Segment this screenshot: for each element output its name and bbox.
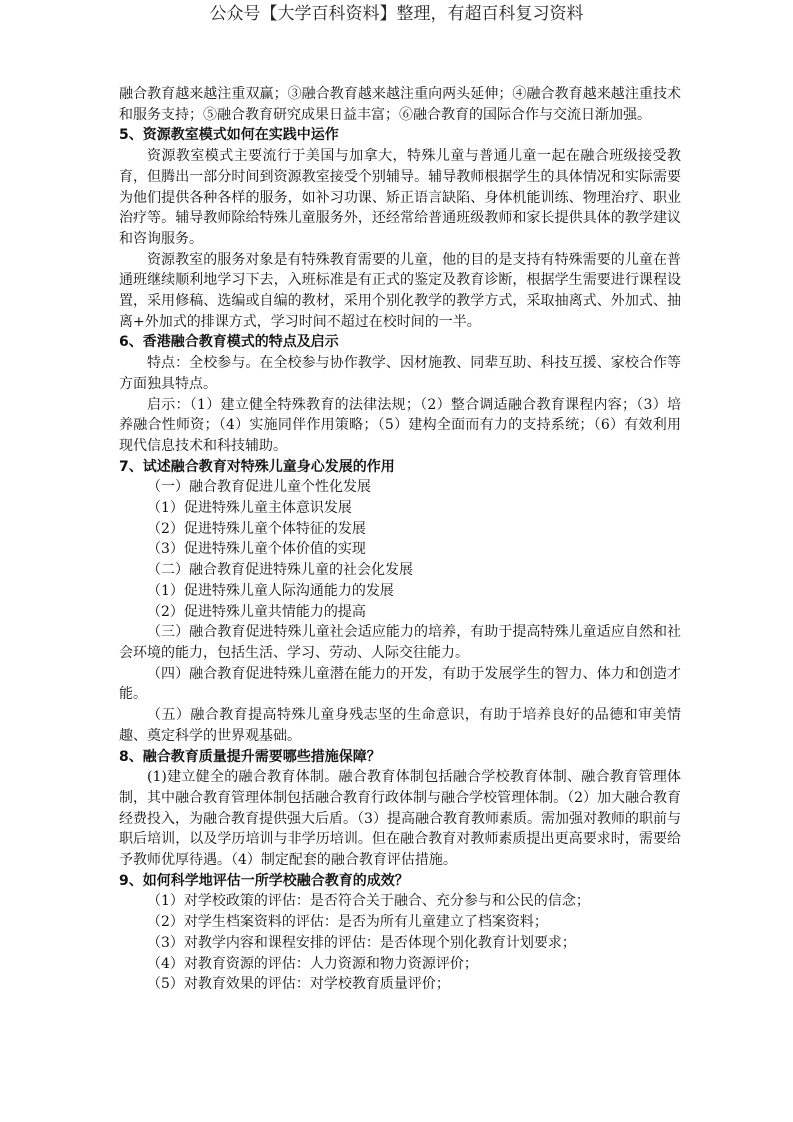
list-item: （4）对教育资源的评估：人力资源和物力资源评价；	[147, 955, 478, 972]
list-item: （1）促进特殊儿童人际沟通能力的发展	[147, 582, 394, 599]
list-item: （二）融合教育促进特殊儿童的社会化发展	[147, 562, 413, 579]
list-item: （1）对学校政策的评估：是否符合关于融合、充分参与和公民的信念；	[147, 893, 590, 910]
list-item: （一）融合教育促进儿童个性化发展	[147, 479, 371, 496]
paragraph: （五）融合教育提高特殊儿童身残志坚的生命意识，有助于培养良好的品德和审美情趣、奠定科学的世界观基础。	[119, 707, 681, 744]
paragraph: （三）融合教育促进特殊儿童社会适应能力的培养，有助于提高特殊儿童适应自然和社会环境的能力，包括生活、学习、劳动、人际交往能力。	[119, 624, 681, 661]
section-heading-5: 5、资源教室模式如何在实践中运作	[119, 127, 339, 144]
paragraph: 启示：（1）建立健全特殊教育的法律法规；（2）整合调适融合教育课程内容；（3）培养融合性师资；（4）实施同伴作用策略；（5）建构全面而有力的支持系统；（6）有效利用现代信息技术和科技辅助。	[119, 396, 681, 454]
paragraph: 资源教室的服务对象是有特殊教育需要的儿童，他的目的是支持有特殊需要的儿童在普通班继续顺利地学习下去，入班标准是有正式的鉴定及教育诊断，根据学生需要进行课程设置，采用修稿、选编或自编的教材，采用个别化教学的教学方式，采取抽离式、外加式、抽离+外加式的排课方式，学习时间不超过在校时间的一半。	[119, 251, 681, 330]
section-heading-7: 7、试述融合教育对特殊儿童身心发展的作用	[119, 458, 395, 475]
paragraph: （四）融合教育促进特殊儿童潜在能力的开发，有助于发展学生的智力、体力和创造才能。	[119, 665, 681, 703]
section-heading-8: 8、融合教育质量提升需要哪些措施保障？	[119, 748, 381, 765]
paragraph: 资源教室模式主要流行于美国与加拿大，特殊儿童与普通儿童一起在融合班级接受教育，但腾出一部分时间到资源教室接受个别辅导。辅导教师根据学生的具体情况和实际需要为他们提供各种各样的服务，如补习功课、矫正语言缺陷、身体机能训练、物理治疗、职业治疗等。辅导教师除给特殊儿童服务外，还经常给普通班级教师和家长提供具体的教学建议和咨询服务。	[119, 148, 681, 247]
section-heading-9: 9、如何科学地评估一所学校融合教育的成效？	[119, 872, 409, 889]
list-item: （2）对学生档案资料的评估：是否为所有儿童建立了档案资料；	[147, 914, 548, 931]
section-heading-6: 6、香港融合教育模式的特点及启示	[119, 334, 339, 351]
list-item: （2）促进特殊儿童个体特征的发展	[147, 520, 366, 537]
paragraph: (1)建立健全的融合教育体制。融合教育体制包括融合学校教育体制、融合教育管理体制，其中融合教育管理体制包括融合教育行政体制与融合学校管理体制。（2）加大融合教育经费投入，为融合教育提供强大后盾。（3）提高融合教育教师素质。需加强对教师的职前与职后培训，以及学历培训与非学历培训。但在融合教育对教师素质提出更高要求时，需要给予教师优厚待遇。（4）制定配套的融合教育评估措施。	[119, 769, 681, 869]
document-body	[119, 84, 681, 995]
list-item: （2）促进特殊儿童共情能力的提高	[147, 603, 366, 620]
list-item: （3）促进特殊儿童个体价值的实现	[147, 541, 366, 558]
page-header: 公众号【大学百科资料】整理，有超百科复习资料	[209, 4, 584, 24]
list-item: （5）对教育效果的评估：对学校教育质量评价；	[147, 976, 450, 993]
list-item: （3）对教学内容和课程安排的评估：是否体现个别化教育计划要求；	[147, 934, 576, 951]
list-item: （1）促进特殊儿童主体意识发展	[147, 500, 352, 517]
paragraph: 融合教育越来越注重双赢；③融合教育越来越注重向两头延伸；④融合教育越来越注重技术和服务支持；⑤融合教育研究成果日益丰富；⑥融合教育的国际合作与交流日渐加强。	[119, 86, 681, 123]
paragraph: 特点：全校参与。在全校参与协作教学、因材施教、同辈互助、科技互援、家校合作等方面独具特点。	[119, 355, 681, 392]
